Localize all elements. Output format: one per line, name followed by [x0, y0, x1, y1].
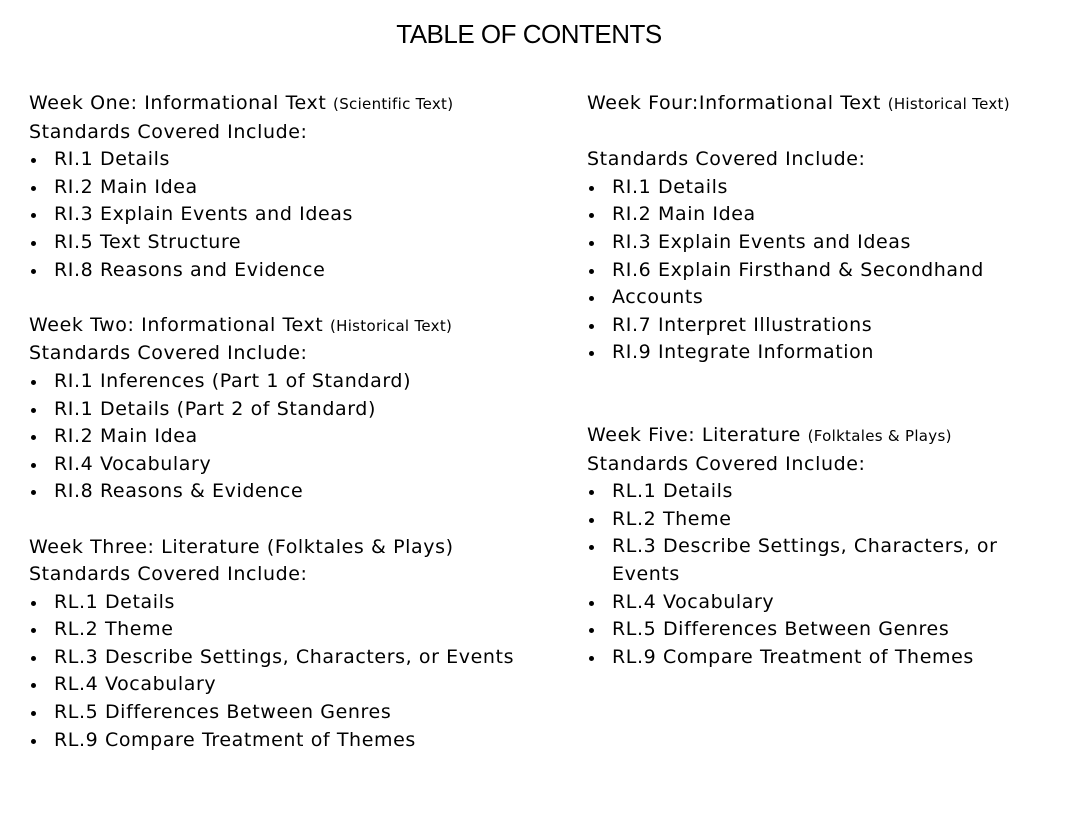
week-subtitle: (Folktales & Plays) [807, 426, 952, 445]
week-title: Week Four:Informational Text [587, 92, 888, 114]
week-title: Week Two: Informational Text [29, 313, 330, 336]
week-subtitle: (Historical Text) [887, 95, 1010, 113]
list-item: RI.4 Vocabulary [29, 451, 574, 479]
standards-list [587, 478, 1067, 671]
right-column [587, 90, 1067, 671]
standards-label: Standards Covered Include: [29, 120, 308, 143]
list-item: RI.8 Reasons & Evidence [29, 478, 574, 506]
page-title: TABLE OF CONTENTS [396, 19, 662, 49]
standards-label: Standards Covered Include: [587, 148, 866, 171]
list-item: RI.2 Main Idea [587, 201, 1067, 229]
list-item: RI.5 Text Structure [29, 229, 574, 257]
week-heading [29, 312, 574, 341]
list-item: RI.1 Inferences (Part 1 of Standard) [29, 368, 574, 396]
list-item: RI.1 Details [587, 174, 1067, 202]
spacer [29, 284, 574, 312]
week-title: Week One: Informational Text [29, 92, 334, 114]
week-three-section [29, 534, 574, 755]
list-item: RL.3 Describe Settings, Characters, or Events [587, 533, 1067, 588]
list-item: RL.5 Differences Between Genres [587, 616, 1067, 644]
week-two-section [29, 312, 574, 506]
week-one-section [29, 90, 574, 284]
spacer [29, 506, 574, 534]
list-item: RI.6 Explain Firsthand & Secondhand [587, 257, 1067, 285]
standards-label: Standards Covered Include: [587, 452, 866, 475]
list-item: RL.4 Vocabulary [29, 671, 574, 699]
week-subtitle: (Scientific Text) [333, 95, 454, 113]
week-heading [587, 422, 1067, 451]
week-five-section [587, 422, 1067, 671]
list-item: RL.1 Details [29, 589, 574, 617]
list-item: RL.1 Details [587, 478, 1067, 506]
standards-list [29, 589, 574, 755]
list-item: RL.2 Theme [587, 506, 1067, 534]
week-title: Week Five: Literature [587, 423, 808, 446]
list-item: RI.1 Details [29, 146, 574, 174]
week-four-section [587, 90, 1067, 367]
list-item: RI.8 Reasons and Evidence [29, 257, 574, 285]
week-subtitle: (Folktales & Plays) [266, 535, 454, 558]
standards-list [587, 174, 1067, 367]
list-item: RI.3 Explain Events and Ideas [29, 201, 574, 229]
spacer [587, 119, 1067, 147]
list-item: RL.5 Differences Between Genres [29, 699, 574, 727]
list-item: RI.2 Main Idea [29, 423, 574, 451]
week-subtitle: (Historical Text) [329, 316, 453, 335]
list-item: RI.3 Explain Events and Ideas [587, 229, 1067, 257]
week-heading [587, 90, 1067, 119]
week-heading [29, 534, 574, 562]
list-item: RI.2 Main Idea [29, 174, 574, 202]
list-item: RI.1 Details (Part 2 of Standard) [29, 396, 574, 424]
list-item: RL.2 Theme [29, 616, 574, 644]
list-item: RL.9 Compare Treatment of Themes [29, 727, 574, 755]
list-item: RL.4 Vocabulary [587, 589, 1067, 617]
spacer [587, 367, 1067, 422]
standards-label: Standards Covered Include: [29, 563, 308, 586]
standards-label: Standards Covered Include: [29, 342, 308, 365]
list-item: RI.7 Interpret Illustrations [587, 312, 1067, 340]
standards-list [29, 146, 574, 284]
list-item: Accounts [587, 284, 1067, 312]
standards-list [29, 368, 574, 506]
week-title: Week Three: Literature [29, 535, 267, 558]
list-item: RL.9 Compare Treatment of Themes [587, 644, 1067, 672]
list-item: RI.9 Integrate Information [587, 339, 1067, 367]
left-column [29, 90, 574, 754]
list-item: RL.3 Describe Settings, Characters, or Events [29, 644, 574, 672]
week-heading [29, 90, 574, 119]
